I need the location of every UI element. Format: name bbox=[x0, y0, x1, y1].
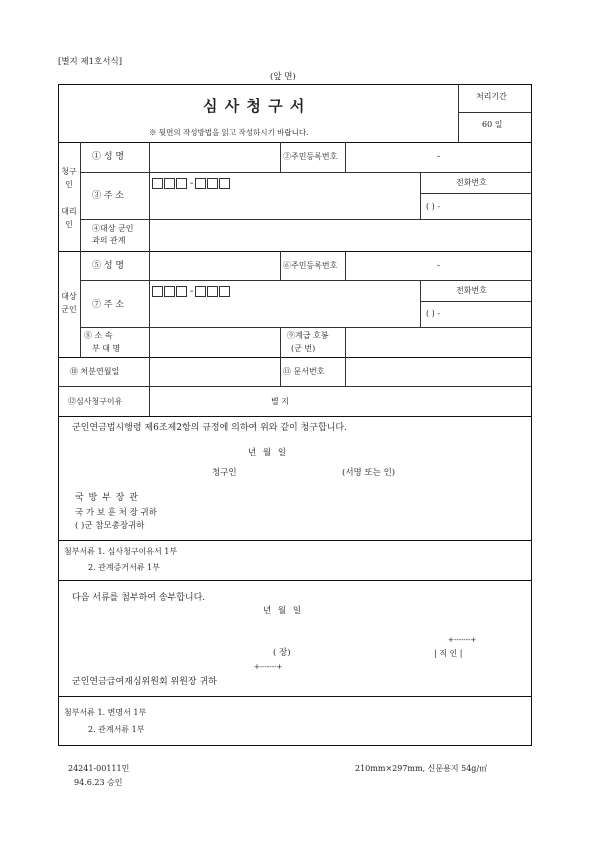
official-seal-box: | 직 인 | bbox=[434, 649, 463, 658]
forwarding-addressee: 군인연금급여재심위원회 위원장 귀하 bbox=[72, 677, 217, 687]
rank-label-2: (군 번) bbox=[291, 344, 316, 353]
footer-approval-date: 94.6.23 승인 bbox=[74, 778, 123, 787]
claimant-phone-field[interactable]: ( ) - bbox=[426, 202, 441, 211]
claimant-postal-code-field[interactable]: - bbox=[152, 178, 231, 189]
instruction-note: ※ 뒷면의 작성방법을 읽고 작성하시기 바랍니다. bbox=[149, 128, 309, 137]
claimant-name-label: ① 성 명 bbox=[92, 152, 125, 162]
target-phone-label: 전화번호 bbox=[456, 286, 487, 295]
forwarding-statement: 다음 서류를 첨부하여 송부합니다. bbox=[72, 593, 206, 603]
claimant-section-label: 청구 bbox=[61, 167, 77, 176]
claimant-section-label-2: 인 bbox=[65, 180, 73, 189]
target-idnum-field[interactable]: - bbox=[437, 261, 441, 271]
processing-period-label: 처리기간 bbox=[476, 92, 507, 101]
page-side-label: (앞 면) bbox=[270, 72, 296, 82]
document-number-field[interactable] bbox=[347, 359, 529, 384]
target-name-field[interactable] bbox=[151, 253, 278, 278]
disposition-date-label: ⑩ 처분연월일 bbox=[70, 367, 120, 376]
claimant-name-field[interactable] bbox=[151, 144, 278, 170]
rank-label: ⑨계급 호봉 bbox=[287, 331, 329, 340]
addressee-chief-of-staff: ( )군 참모총장귀하 bbox=[75, 521, 145, 531]
unit-label-2: 부 대 명 bbox=[92, 344, 121, 353]
official-seal-bottom: +-------+ bbox=[254, 663, 283, 671]
claimant-idnum-field[interactable]: - bbox=[437, 152, 441, 162]
addressee-veterans-minister: 국 가 보 훈 처 장 귀하 bbox=[75, 508, 157, 518]
form-number: [별지 제1호서식] bbox=[58, 57, 123, 67]
target-idnum-label: ⑥주민등록번호 bbox=[283, 261, 338, 270]
target-phone-field[interactable]: ( ) - bbox=[426, 309, 441, 318]
unit-chief-field[interactable]: ( 장) bbox=[273, 648, 291, 658]
attachment-1-line-1: 첨부서류 1. 심사청구이유서 1부 bbox=[64, 547, 178, 556]
target-name-label: ⑤ 성 명 bbox=[92, 261, 125, 271]
addressee-defense-minister: 국 방 부 장 관 bbox=[75, 493, 139, 503]
claimant-address-label: ③ 주 소 bbox=[92, 191, 125, 201]
form-title: 심 사 청 구 서 bbox=[203, 97, 306, 115]
relation-label: ④대상 군인 bbox=[92, 224, 134, 233]
unit-label: ⑧ 소 속 bbox=[84, 331, 113, 340]
attachment-2-line-1: 첨부서류 1. 변명서 1부 bbox=[64, 708, 147, 717]
disposition-date-field[interactable] bbox=[151, 359, 278, 384]
declaration-statement: 군인연금법시행령 제6조제2항의 규정에 의하여 위와 같이 청구합니다. bbox=[72, 423, 347, 433]
agent-section-label: 대리 bbox=[61, 207, 77, 216]
attachment-2-line-2: 2. 관계서류 1부 bbox=[88, 725, 145, 734]
claimant-phone-label: 전화번호 bbox=[456, 178, 487, 187]
signature-field[interactable]: (서명 또는 인) bbox=[342, 468, 396, 478]
unit-field[interactable] bbox=[151, 329, 278, 355]
target-section-label: 대상 bbox=[61, 292, 77, 301]
document-number-label: ⑪ 문서번호 bbox=[283, 367, 325, 376]
footer-paper-spec: 210mm×297mm, 신문용지 54g/㎡ bbox=[355, 764, 488, 773]
footer-form-code: 24241-00111민 bbox=[68, 764, 130, 773]
relation-label-2: 과의 관계 bbox=[92, 236, 126, 245]
target-section-label-2: 군인 bbox=[61, 305, 77, 314]
official-seal-top: +-------+ bbox=[448, 636, 477, 644]
processing-period-value: 60 일 bbox=[482, 120, 503, 129]
agent-section-label-2: 인 bbox=[65, 220, 73, 229]
relation-field[interactable] bbox=[151, 221, 529, 250]
forwarding-date: 년 월 일 bbox=[263, 606, 302, 616]
attachment-1-line-2: 2. 관계증거서류 1부 bbox=[88, 563, 160, 572]
declaration-date: 년 월 일 bbox=[248, 448, 287, 458]
claimant-signature-label: 청구인 bbox=[212, 468, 237, 478]
target-address-label: ⑦ 주 소 bbox=[92, 300, 125, 310]
claimant-idnum-label: ②주민등록번호 bbox=[283, 152, 338, 161]
rank-field[interactable] bbox=[347, 329, 529, 355]
appeal-reason-value: 별 지 bbox=[271, 397, 289, 406]
appeal-reason-label: ⑫심사청구이유 bbox=[68, 397, 123, 406]
target-postal-code-field[interactable]: - bbox=[152, 286, 231, 297]
